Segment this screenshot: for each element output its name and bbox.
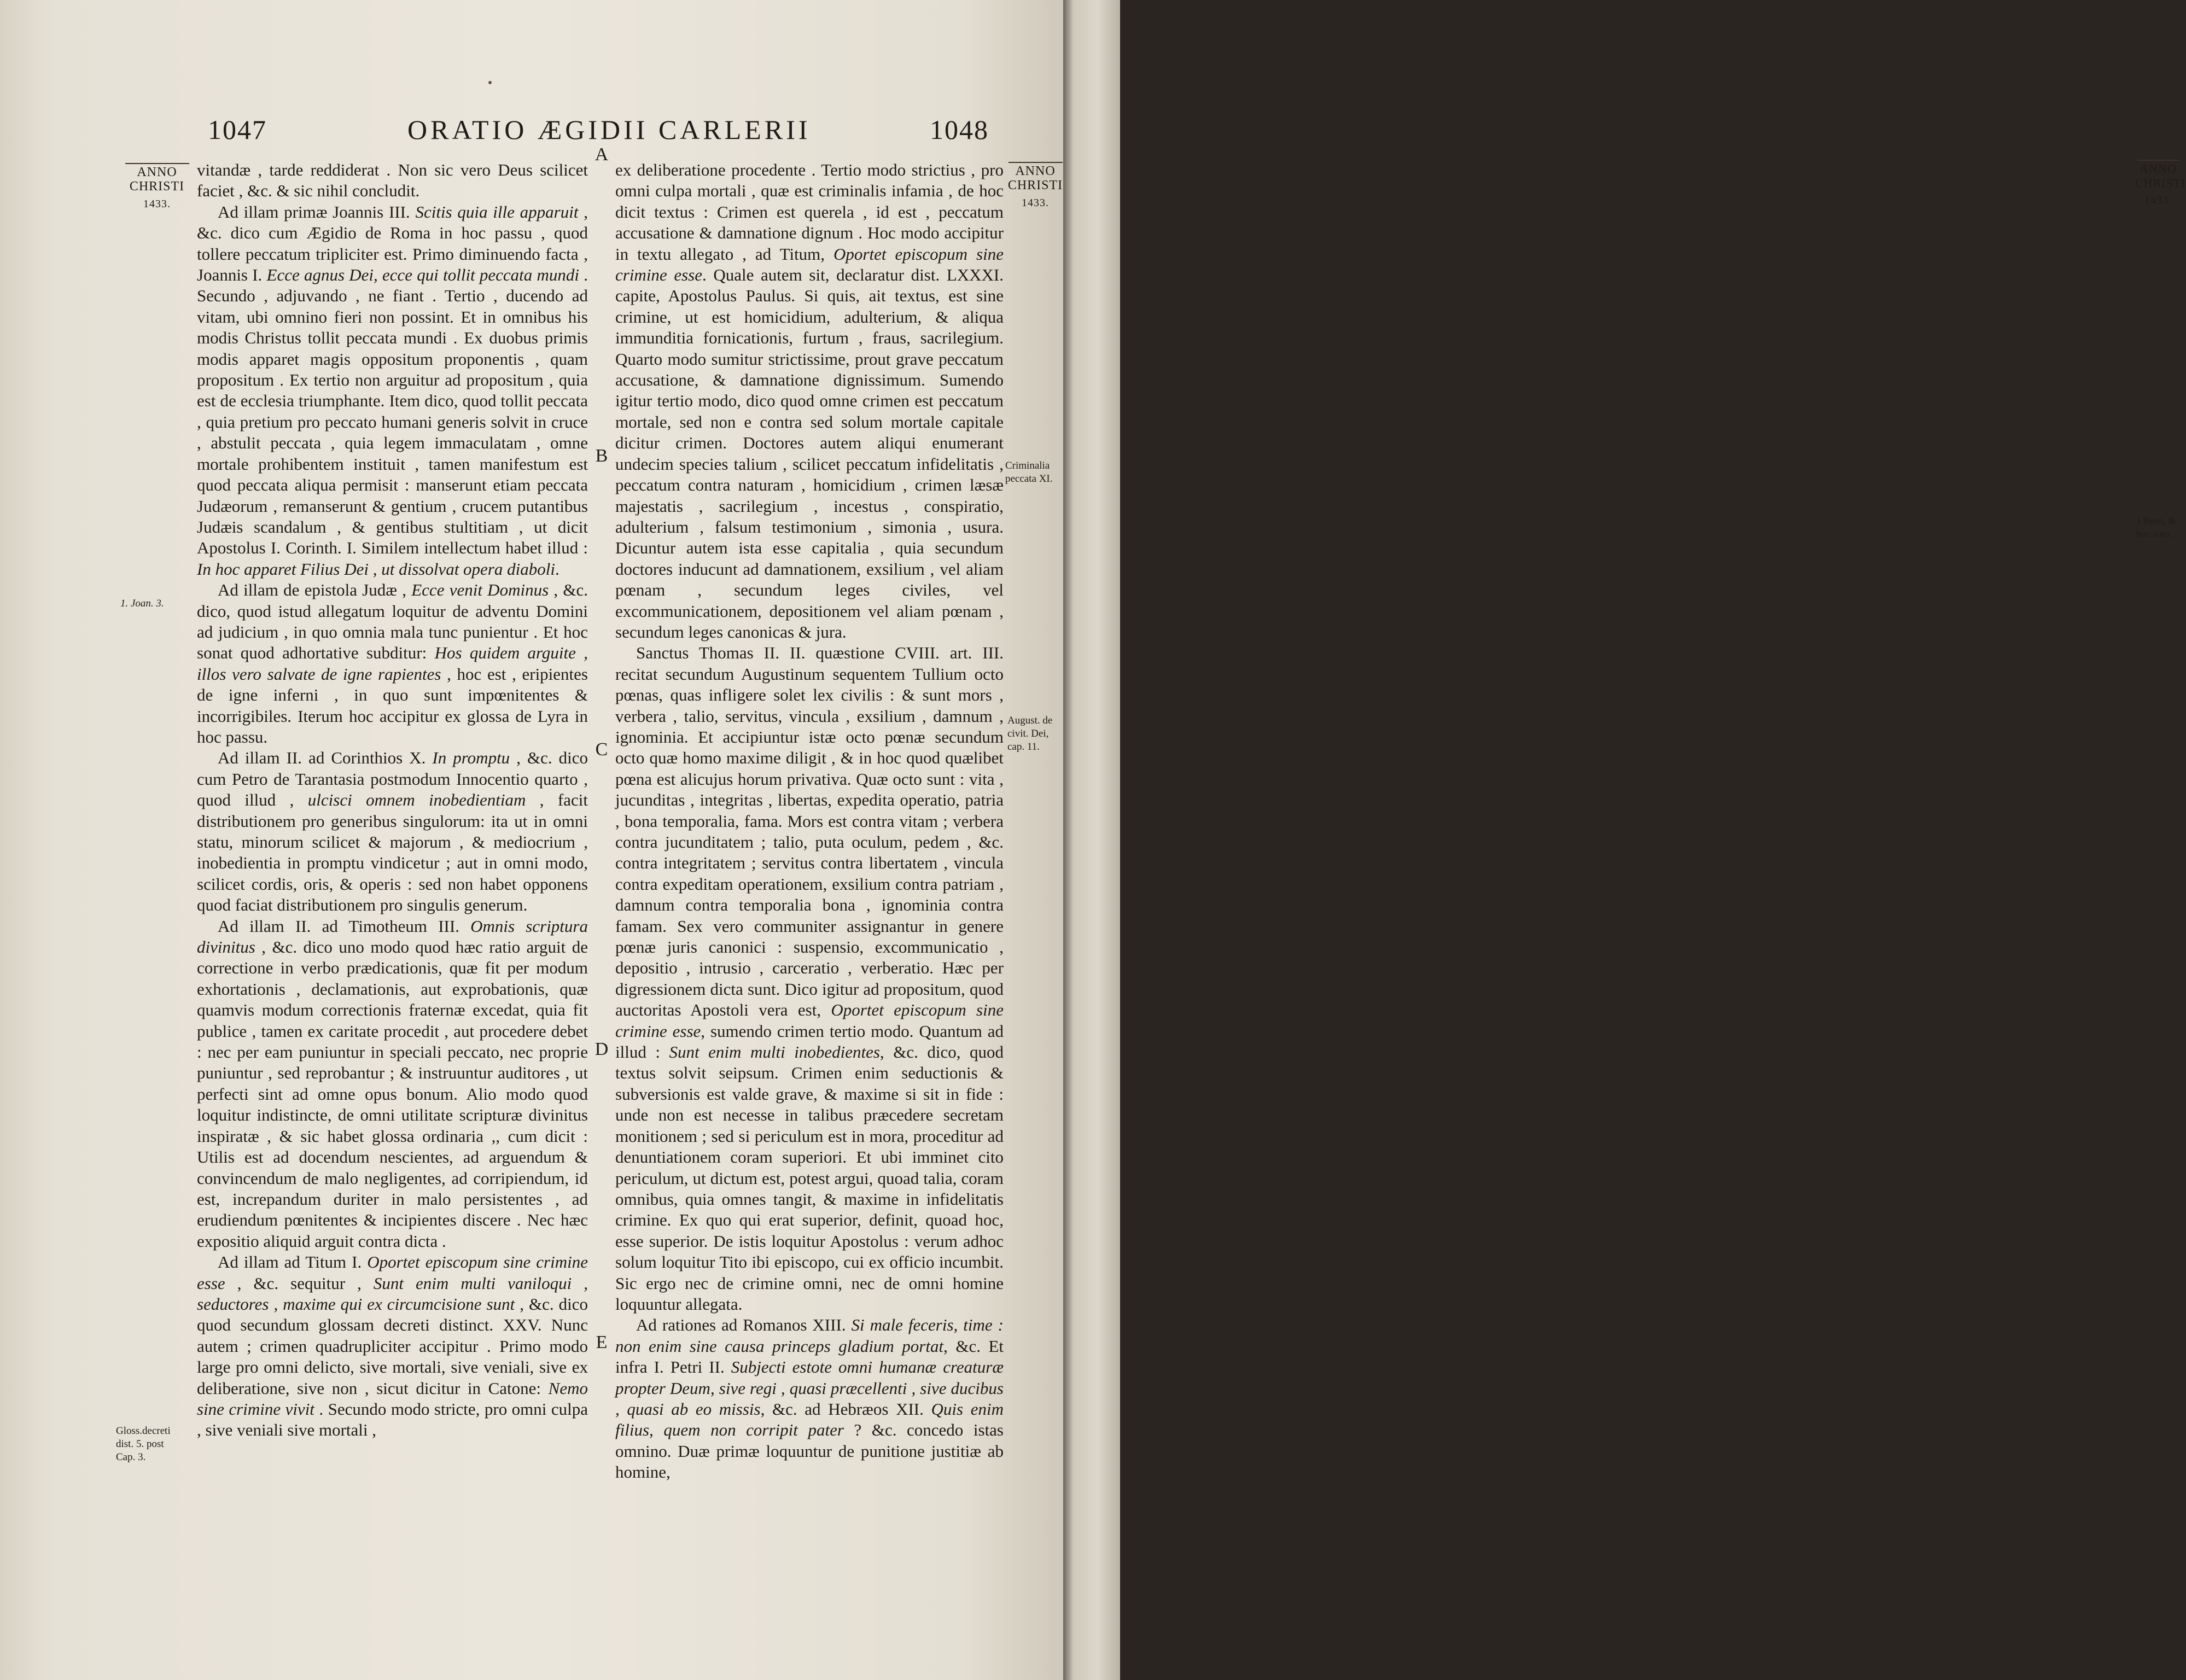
right-text-column: [615, 160, 1004, 1483]
margin-note-gloss: [116, 1425, 195, 1464]
margin-note-criminalia: [1005, 459, 1065, 486]
paragraph: Sanctus Thomas II. II. quæstione CVIII. art. III. recitat secundum Augustinum sequentem Tullium octo pœnas, quas infligere solet lex civilis : & sunt mors , verbera , talio, servitus, vincula , exsilium , damnum , ignominia. Et accipiuntur istæ octo pœnæ secundum octo quæ homo maxime diligit , & in hoc quod quælibet pœna est alicujus horum privativa. Quæ octo sunt : vita , jucunditas , integritas , libertas, expedita operatio, patria , bona temporalia, fama. Mors est contra vitam ; verbera contra jucunditatem ; talio, puta oculum, pedem , &c. contra integritatem ; servitus contra libertatem , vincula contra expeditam operationem, exsilium contra patriam , damnum contra temporalia bona , ignominia contra famam. Sex vero communiter assignantur in genere pœnæ juris canonici : suspensio, excommunicatio , depositio , intrusio , carceratio , verberatio. Hæc per digressionem dicta sunt. Dico igitur ad propositum, quod auctoritas Apostoli vera est, Oportet episcopum sine crimine esse, sumendo crimen tertio modo. Quantum ad illud : Sunt enim multi inobedientes, &c. dico, quod textus solvit seipsum. Crimen enim seductionis & subversionis est valde grave, & maxime si sit in fide : unde non est necesse in talibus præcedere secretam monitionem ; sed si periculum est in mora, proceditur ad denuntiationem coram superiori. Et ubi imminet cito periculum, ut dictum est, potest argui, quoad talia, coram omnibus, quia omnes tangit, & maxime in infidelitatis crimine. Ex quo qui erat superior, definit, quoad hoc, esse superior. De istis loquitur Apostolus : verum adhoc solum loquitur Tito ibi episcopo, cui ex officio incumbit. Sic ergo nec de crimine omni, nec de omni homine loquuntur allegata.: [615, 643, 1004, 1314]
anno-christi-left: [121, 163, 193, 211]
anno-christi-edge: [2135, 160, 2186, 208]
paragraph: Ad illam II. ad Corinthios X. In promptu , &c. dico cum Petro de Tarantasia postmodum Innocentio quarto , quod illud , ulcisci omnem inobedientiam , facit distributionem pro generibus singulorum: ita ut in omni statu, minorum scilicet & majorum , & mediocrium , inobedientia in promptu vindicetur ; aut in omni modo, scilicet cordis, oris, & operis : sed non habet opponens quod faciat distributionem pro singulis generum.: [197, 748, 588, 915]
paragraph: Ad illam de epistola Judæ , Ecce venit Dominus , &c. dico, quod istud allegatum loquitur de adventu Domini ad judicium , in quo omnia mala tunc punientur . Et hoc sonat quod adhortative subditur: Hos quidem arguite , illos vero salvate de igne rapientes , hoc est , eripientes de igne inferni , in quo sunt impœnitentes & incorrigibiles. Iterum hoc accipitur ex glossa de Lyra in hoc passu.: [197, 580, 588, 746]
section-letter-d: D: [594, 1039, 609, 1059]
page: [0, 0, 1063, 1680]
paragraph: Ad rationes ad Romanos XIII. Si male feceris, time : non enim sine causa princeps gladium portat, &c. Et infra I. Petri II. Subjecti estote omni humanæ creaturæ propter Deum, sive regi , quasi præcellenti , sive ducibus , quasi ab eo missis, &c. ad Hebræos XII. Quis enim filius, quem non corripit pater ? &c. concedo istas omnino. Duæ primæ loquuntur de punitione justitiæ ab homine,: [615, 1315, 1004, 1482]
running-title: ORATIO ÆGIDII CARLERII: [407, 114, 811, 145]
note-line: civit. Dei,: [1007, 728, 1049, 739]
section-letter-c: C: [595, 739, 608, 760]
anno-christi-right: [1005, 162, 1065, 210]
anno-year: 1433.: [143, 198, 171, 210]
paragraph: Ad illam II. ad Timotheum III. Omnis scriptura divinitus , &c. dico uno modo quod hæc ratio arguit de correctione in verbo prædicationis, quæ fit per modum exhortationis , declamationis, aut exprobationis, quæ quamvis modum correctionis fraternæ excedat, quia fit publice , tamen ex caritate procedit , aut procedere debet : nec per eam puniuntur in speciali peccato, nec proprie puniuntur , sed reprobantur ; & instruuntur auditores , ut perfecti sint ad omne opus bonum. Alio modo quod loquitur indistincte, de omni utilitate scripturæ divinitus inspiratæ , & sic habet glossa ordinaria ,, cum dicit : Utilis est ad docendum nescientes, ad arguendum & convincendum de malo negligentes, ad corripiendum, id est, increpandum duriter in malo persistentes , ad erudiendum pœnitentes & incipientes discere . Nec hæc expositio aliquid arguit contra dicta .: [197, 916, 588, 1251]
page-number-right: 1048: [930, 114, 989, 145]
note-line: hoc nato.: [2136, 528, 2172, 539]
margin-note-edge: [2136, 514, 2182, 540]
anno-label: ANNO: [1015, 164, 1056, 178]
note-line: cap. 11.: [1007, 741, 1040, 752]
adjacent-page-edge: [1063, 0, 2186, 1680]
note-line: August. de: [1007, 715, 1053, 726]
note-line: 1 Fenn, &: [2136, 515, 2176, 526]
anno-rule: [125, 163, 189, 164]
ink-speck: [488, 81, 492, 84]
section-letter-b: B: [595, 446, 608, 466]
anno-label: ANNO: [137, 165, 177, 179]
anno-rule: [2137, 160, 2179, 161]
page-number-left: 1047: [208, 114, 267, 145]
note-line: Gloss.decreti: [116, 1425, 171, 1437]
paragraph: vitandæ , tarde reddiderat . Non sic vero Deus scilicet faciet , &c. & sic nihil concludit.: [197, 160, 588, 201]
christi-label: CHRISTI: [1007, 178, 1063, 192]
christi-label: CHRISTI: [129, 179, 185, 194]
anno-rule: [1009, 162, 1063, 163]
note-line: peccata XI.: [1005, 473, 1053, 485]
note-line: Cap. 3.: [116, 1451, 146, 1463]
section-letter-a: A: [594, 144, 609, 165]
margin-note-joan: 1. Joan. 3.: [120, 598, 164, 609]
section-letter-e: E: [596, 1332, 608, 1352]
note-line: Criminalia: [1005, 460, 1050, 471]
paragraph: Ad illam ad Titum I. Oportet episcopum sine crimine esse , &c. sequitur , Sunt enim multi vaniloqui , seductores , maxime qui ex circumcisione sunt , &c. dico quod secundum glossam decreti distinct. XXV. Nunc autem ; crimen quadrupliciter accipitur . Primo modo large pro omni delicto, sive mortali, sive veniali, sive ex deliberatione, sive non , sicut dicitur in Catone: Nemo sine crimine vivit . Secundo modo stricte, pro omni culpa , sive veniali sive mortali ,: [197, 1252, 588, 1440]
note-line: dist. 5. post: [116, 1438, 164, 1450]
christi-label: CHRISTI: [2135, 176, 2186, 190]
paragraph: ex deliberatione procedente . Tertio modo strictius , pro omni culpa mortali , quæ est criminalis infamia , de hoc dicit textus : Crimen est querela , id est , peccatum accusatione & damnatione dignum . Hoc modo accipitur in textu allegato , ad Titum, Oportet episcopum sine crimine esse. Quale autem sit, declaratur dist. LXXXI. capite, Apostolus Paulus. Si quis, ait textus, est sine crimine, ut est homicidium, adulterium, & aliqua immunditia fornicationis, furtum , fraus, sacrilegium. Quarto modo sumitur strictissime, prout grave peccatum accusatione, & damnatione dignissimum. Sumendo igitur tertio modo, dico quod omne crimen est peccatum mortale, sed non e contra sed solum mortale capitale dicitur crimen. Doctores autem aliqui enumerant undecim species talium , scilicet peccatum infidelitatis , peccatum contra naturam , homicidium , crimen læsæ majestatis , sacrilegium , incestus , conspiratio, adulterium , falsum testimonium , simonia , usura. Dicuntur autem ista esse capitalia , quia secundum doctores inducunt ad damnationem, exsilium , vel aliam pœnam , secundum leges civiles, vel excommunicationem, depositionem vel aliam pœnam , secundum leges canonicas & jura.: [615, 160, 1004, 641]
anno-year: 1433.: [2144, 195, 2172, 207]
anno-year: 1433.: [1022, 197, 1049, 209]
margin-note-augustinus: [1007, 714, 1065, 754]
paragraph: Ad illam primæ Joannis III. Scitis quia ille apparuit , &c. dico cum Ægidio de Roma in hoc passu , quod tollere peccatum tripliciter est. Primo diminuendo facta , Joannis I. Ecce agnus Dei, ecce qui tollit peccata mundi . Secundo , adjuvando , ne fiant . Tertio , ducendo ad vitam, ubi omnino fieri non possint. Et in omnibus his modis Christus tollit peccata mundi . Ex duobus primis modis apparet magis oppositum proponentis , quam propositum . Ex tertio non arguitur ad propositum , quia est de ecclesia triumphante. Item dico, quod tollit peccata , quia pretium pro peccato humani generis solvit in cruce , abstulit peccata , quia legem immaculatam , omne mortale prohibentem instituit , tamen manifestum est quod peccata aliqua permisit : manserunt etiam peccata Judæorum , remanserunt & gentium , crucem putantibus Judæis scandalum , & gentibus stultitiam , ut dicit Apostolus I. Corinth. I. Similem intellectum habet illud : In hoc apparet Filius Dei , ut dissolvat opera diaboli.: [197, 202, 588, 579]
anno-label: ANNO: [2140, 162, 2177, 176]
left-text-column: [197, 160, 588, 1441]
